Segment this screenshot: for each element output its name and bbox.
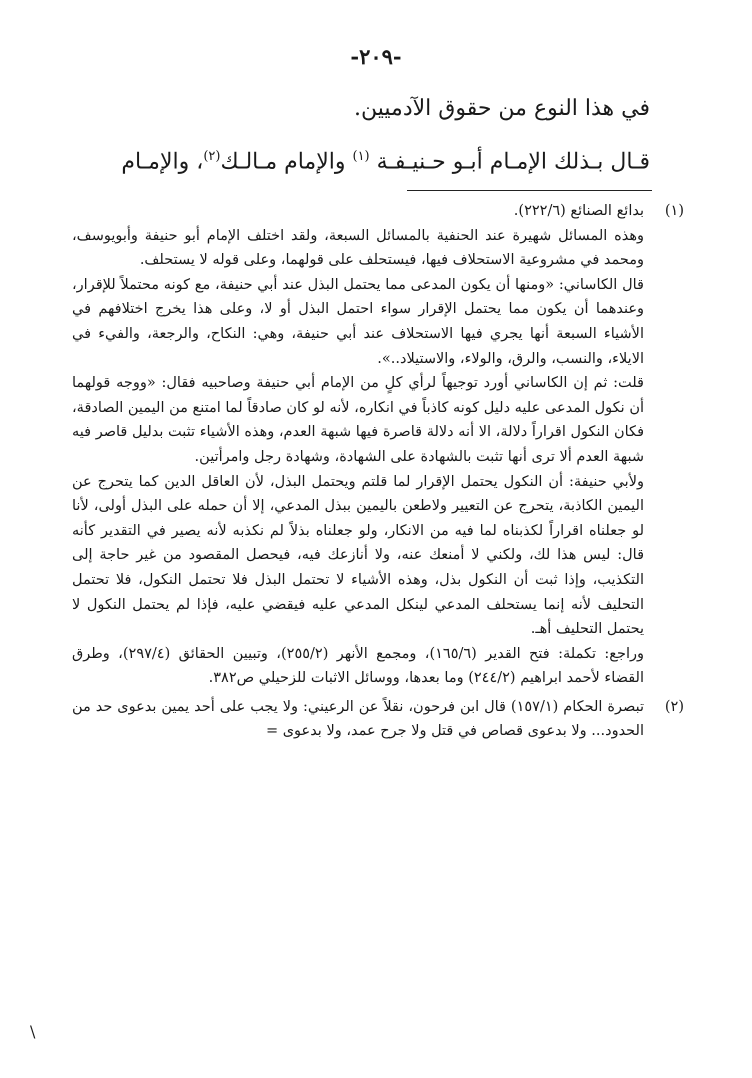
- footnote-1-references: وراجع: تكملة: فتح القدير (١٦٥/٦)، ومجمع الأنهر (٢٥٥/٢)، وتبيين الحقائق (٢٩٧/٤)، وطرق القضاء لأحمد ابراهيم (٢٤٤/٢) وما بعدها، ووسائل الاثبات للزحيلي ص٣٨٢.: [72, 645, 644, 687]
- footnote-2: [72, 695, 684, 744]
- footnote-2-paragraph: تبصرة الحكام (١٥٧/١) قال ابن فرحون، نقلاً عن الرعيني: ولا يجب على أحد يمين بدعوى حد من الحدود... ولا بدعوى قصاص في قتل ولا جرح عمد، ولا بدعوى =: [72, 698, 644, 740]
- corner-mark: \: [30, 1022, 36, 1041]
- footnote-ref-1: (١): [352, 149, 370, 164]
- page-number: -٢٠٩-: [350, 44, 402, 69]
- footnote-ref-2: (٢): [203, 149, 221, 164]
- main-text-line-2: [90, 134, 650, 185]
- main-text-line-2-part-b: والإمام مـالـك: [220, 149, 353, 175]
- main-text-line-2-part-c: ، والإمـام: [121, 149, 204, 175]
- footnote-1-marker: (١): [664, 203, 684, 219]
- footnote-1: [72, 199, 684, 691]
- main-text-line-1: [90, 86, 650, 132]
- footnotes: [72, 199, 684, 744]
- main-text-line-1-content: في هذا النوع من حقوق الآدميين.: [354, 96, 650, 121]
- footnote-1-paragraph: قال الكاساني: «ومنها أن يكون المدعى مما يحتمل البذل عند أبي حنيفة، مع كونه محتملاً للإقرار، وعندهما أن يكون مما يحتمل الإقرار سواء احتمل البذل أو لا، وعلى هذا يخرج اختلافهم في الأشياء السبعة أنها يجري فيها الاستحلاف عند أبي حنيفة، وهي: النكاح، والرجعة، والفيء في الايلاء، والنسب، والرق، والولاء، والاستيلاد..».: [72, 276, 644, 367]
- main-text-line-2-part-a: قـال بـذلك الإمـام أبـو حـنيـفـة: [369, 149, 650, 175]
- footnote-2-marker: (٢): [664, 698, 684, 715]
- footnote-separator: [407, 190, 652, 191]
- footnote-1-paragraph: وهذه المسائل شهيرة عند الحنفية بالمسائل السبعة، ولقد اختلف الإمام أبو حنيفة وأبويوسف، ومحمد في مشروعية الاستحلاف فيها، فيستحلف على قولهما، وعلى قوله لا يستحلف.: [72, 227, 644, 269]
- footnote-1-paragraph: قلت: ثم إن الكاساني أورد توجيهاً لرأي كلٍ من الإمام أبي حنيفة وصاحبيه فقال: «ووجه قولهما أن نكول المدعى عليه دليل كونه كاذباً في انكاره، لأنه لو كان صادقاً لما امتنع من اليمين الصادقة، فكان النكول اقراراً دلالة، الا أنه دلالة قاصرة فيها شبهة العدم، وهذه الأشياء تثبت بدليل قاصر فيه شبهة العدم ألا ترى أنها تثبت بالشهادة على الشهادة، وشهادة رجل وامرأتين.: [71, 375, 644, 465]
- footnote-1-paragraph: ولأبي حنيفة: أن النكول يحتمل الإقرار لما قلتم ويحتمل البذل، لأن العاقل الدين كما يتحرج عن اليمين الكاذبة، يتحرج عن التعيير ولاطعن باليمين ببذل المدعي، إلا أن حمله على البذل أولى، لأنا لو جعلناه اقراراً لكذبناه لما فيه من الانكار، ولو جعلناه بذلاً لم نكذبه لأنه يصير في التقدير كأنه قال: ليس هذا لك، ولكني لا أمنعك عنه، ولا أنازعك فيه، فيحصل المقصود من غير حاجة إلى التكذيب، وإذا ثبت أن النكول بذل، وهذه الأشياء لا تحتمل البذل فلا تحتمل النكول، فلا تحتمل التحليف لأنه إنما يستحلف المدعي لينكل المدعي عليه فيقضي عليه، فإذا لم يحتمل النكول لا يحتمل التحليف أهـ.: [72, 473, 644, 638]
- footnote-1-source: بدائع الصنائع (٢٢٢/٦).: [513, 203, 644, 219]
